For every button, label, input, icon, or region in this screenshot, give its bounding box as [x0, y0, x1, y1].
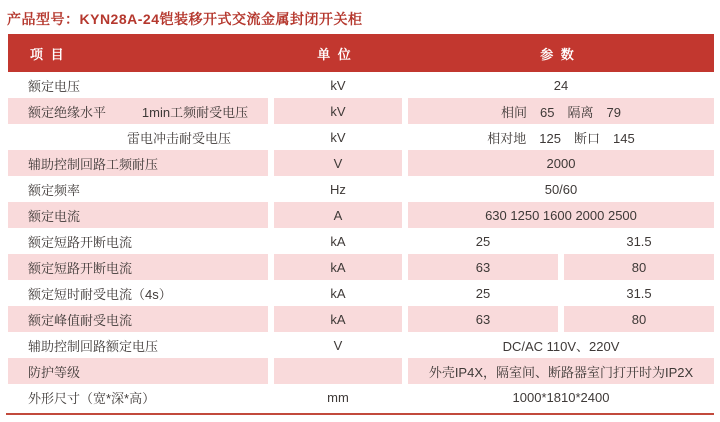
- item-cell: 额定短时耐受电流（4s）: [28, 286, 172, 302]
- param-cell-group: [408, 254, 714, 280]
- param-cell: 相对地 125 断口 145: [487, 130, 635, 146]
- param-cell: 2000: [408, 150, 714, 176]
- header-item: 项 目: [30, 46, 66, 62]
- table-header-row: [8, 34, 714, 72]
- param-cell: 1000*1810*2400: [512, 389, 610, 405]
- header-param: 参 数: [540, 46, 576, 62]
- bottom-divider: [6, 413, 714, 415]
- param-cell-group: [408, 280, 714, 306]
- table-row: [8, 72, 714, 98]
- unit-cell: kV: [330, 129, 346, 145]
- param-cell: 24: [553, 77, 569, 93]
- item-cell: [8, 98, 268, 124]
- unit-cell: Hz: [330, 181, 346, 197]
- table-row: [8, 228, 714, 254]
- table-row: [8, 280, 714, 306]
- param-cell: 50/60: [544, 181, 578, 197]
- table-row: [8, 124, 714, 150]
- unit-cell: A: [274, 202, 402, 228]
- table-row: [8, 254, 714, 280]
- spec-table: [8, 34, 714, 410]
- param-cell: DC/AC 110V、220V: [502, 338, 620, 354]
- param-cell-group: [408, 228, 714, 254]
- param-cell: 630 1250 1600 2000 2500: [408, 202, 714, 228]
- item-cell: 防护等级: [8, 358, 268, 384]
- unit-cell: [274, 358, 402, 384]
- item-cell: 额定短路开断电流: [28, 234, 133, 250]
- table-row: [8, 176, 714, 202]
- param-cell: 相间 65 隔离 79: [408, 98, 714, 124]
- table-row: [8, 332, 714, 358]
- param-cell: 外壳IP4X，隔室间、断路器室门打开时为IP2X: [408, 358, 714, 384]
- unit-cell: V: [274, 150, 402, 176]
- item-cell: 额定短路开断电流: [8, 254, 268, 280]
- table-row: [8, 150, 714, 176]
- header-unit: 单 位: [317, 46, 353, 62]
- param-cell: 63: [408, 306, 558, 332]
- param-cell: 25: [475, 285, 491, 301]
- param-cell: 80: [564, 306, 714, 332]
- unit-cell: kA: [274, 254, 402, 280]
- item-group-label: 额定绝缘水平: [28, 104, 107, 120]
- item-cell: 额定峰值耐受电流: [8, 306, 268, 332]
- unit-cell: kV: [330, 77, 346, 93]
- page-title: 产品型号：KYN28A-24铠装移开式交流金属封闭开关柜: [7, 11, 363, 27]
- table-row: [8, 202, 714, 228]
- item-cell: 额定电流: [8, 202, 268, 228]
- table-row: [8, 384, 714, 410]
- param-cell: 31.5: [626, 285, 652, 301]
- param-cell: 31.5: [626, 233, 652, 249]
- item-cell: 额定电压: [28, 78, 81, 94]
- param-cell: 25: [475, 233, 491, 249]
- unit-cell: V: [333, 337, 343, 353]
- item-cell: 外形尺寸（宽*深*高）: [28, 390, 156, 406]
- unit-cell: kA: [330, 233, 346, 249]
- item-sub-label: 雷电冲击耐受电压: [126, 130, 231, 146]
- item-cell: 辅助控制回路工频耐压: [8, 150, 268, 176]
- table-row: [8, 358, 714, 384]
- param-cell: 80: [564, 254, 714, 280]
- item-cell: 辅助控制回路额定电压: [28, 338, 159, 354]
- item-sub-label: 1min工频耐受电压: [141, 104, 249, 120]
- unit-cell: kA: [330, 285, 346, 301]
- unit-cell: kA: [274, 306, 402, 332]
- unit-cell: kV: [274, 98, 402, 124]
- item-cell: 额定频率: [28, 182, 81, 198]
- unit-cell: mm: [327, 389, 349, 405]
- param-cell-group: [408, 306, 714, 332]
- item-cell: [8, 124, 268, 150]
- table-row: [8, 98, 714, 124]
- param-cell: 63: [408, 254, 558, 280]
- table-row: [8, 306, 714, 332]
